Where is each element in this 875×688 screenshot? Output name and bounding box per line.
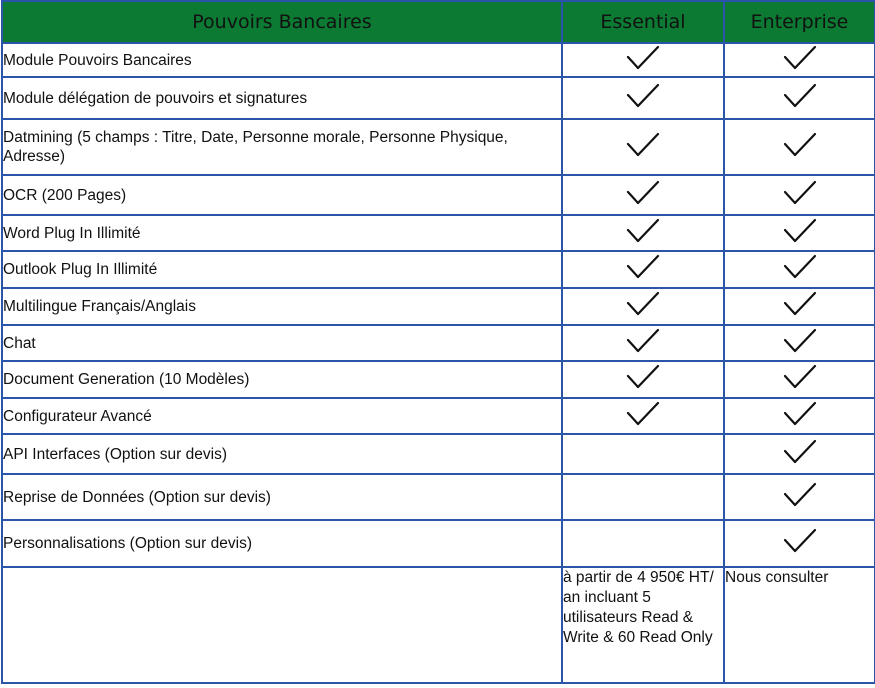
enterprise-cell	[724, 215, 875, 251]
feature-rows	[2, 43, 875, 683]
header-feature: Pouvoirs Bancaires	[2, 1, 562, 43]
essential-cell	[562, 361, 724, 398]
table-row	[2, 215, 875, 251]
checkmark-icon	[783, 528, 817, 554]
checkmark-icon	[783, 439, 817, 465]
table-row	[2, 175, 875, 215]
feature-label: Datmining (5 champs : Titre, Date, Personne morale, Personne Physique, Adresse)	[2, 119, 562, 175]
enterprise-cell	[724, 43, 875, 77]
enterprise-cell	[724, 288, 875, 325]
feature-label: Document Generation (10 Modèles)	[2, 361, 562, 398]
checkmark-icon	[626, 218, 660, 244]
essential-price: à partir de 4 950€ HT/ an incluant 5 utilisateurs Read & Write & 60 Read Only	[562, 567, 724, 683]
table-row	[2, 398, 875, 434]
table-row	[2, 119, 875, 175]
essential-cell	[562, 520, 724, 567]
pricing-row	[2, 567, 875, 683]
table-row	[2, 520, 875, 567]
enterprise-cell	[724, 474, 875, 520]
checkmark-icon	[626, 364, 660, 390]
header-row	[2, 1, 875, 43]
feature-label: Multilingue Français/Anglais	[2, 288, 562, 325]
feature-label: Module Pouvoirs Bancaires	[2, 43, 562, 77]
feature-label: Chat	[2, 325, 562, 361]
essential-cell	[562, 175, 724, 215]
enterprise-cell	[724, 119, 875, 175]
checkmark-icon	[626, 132, 660, 158]
pricing-comparison-table	[1, 0, 875, 684]
checkmark-icon	[783, 218, 817, 244]
header-essential: Essential	[562, 1, 724, 43]
essential-cell	[562, 288, 724, 325]
feature-label: Module délégation de pouvoirs et signatures	[2, 77, 562, 119]
table-row	[2, 474, 875, 520]
table-row	[2, 77, 875, 119]
checkmark-icon	[783, 364, 817, 390]
essential-cell	[562, 474, 724, 520]
checkmark-icon	[783, 83, 817, 109]
essential-cell	[562, 398, 724, 434]
enterprise-price: Nous consulter	[724, 567, 875, 683]
feature-label: Word Plug In Illimité	[2, 215, 562, 251]
essential-cell	[562, 77, 724, 119]
enterprise-cell	[724, 434, 875, 474]
essential-cell	[562, 325, 724, 361]
feature-label: API Interfaces (Option sur devis)	[2, 434, 562, 474]
checkmark-icon	[626, 45, 660, 71]
checkmark-icon	[783, 180, 817, 206]
table-row	[2, 251, 875, 288]
checkmark-icon	[783, 328, 817, 354]
essential-cell	[562, 43, 724, 77]
feature-label: Configurateur Avancé	[2, 398, 562, 434]
table-row	[2, 434, 875, 474]
pricing-empty-cell	[2, 567, 562, 683]
table-row	[2, 325, 875, 361]
essential-cell	[562, 119, 724, 175]
enterprise-cell	[724, 325, 875, 361]
checkmark-icon	[783, 401, 817, 427]
essential-cell	[562, 215, 724, 251]
header-enterprise: Enterprise	[724, 1, 875, 43]
table-row	[2, 43, 875, 77]
checkmark-icon	[626, 401, 660, 427]
checkmark-icon	[626, 180, 660, 206]
enterprise-cell	[724, 398, 875, 434]
feature-label: OCR (200 Pages)	[2, 175, 562, 215]
enterprise-cell	[724, 175, 875, 215]
checkmark-icon	[626, 254, 660, 280]
checkmark-icon	[626, 291, 660, 317]
feature-label: Reprise de Données (Option sur devis)	[2, 474, 562, 520]
checkmark-icon	[783, 254, 817, 280]
feature-label: Outlook Plug In Illimité	[2, 251, 562, 288]
table-row	[2, 288, 875, 325]
enterprise-cell	[724, 77, 875, 119]
checkmark-icon	[783, 132, 817, 158]
checkmark-icon	[783, 482, 817, 508]
enterprise-cell	[724, 520, 875, 567]
table-row	[2, 361, 875, 398]
essential-cell	[562, 251, 724, 288]
feature-label: Personnalisations (Option sur devis)	[2, 520, 562, 567]
checkmark-icon	[626, 83, 660, 109]
enterprise-cell	[724, 361, 875, 398]
checkmark-icon	[783, 45, 817, 71]
checkmark-icon	[783, 291, 817, 317]
enterprise-cell	[724, 251, 875, 288]
checkmark-icon	[626, 328, 660, 354]
essential-cell	[562, 434, 724, 474]
